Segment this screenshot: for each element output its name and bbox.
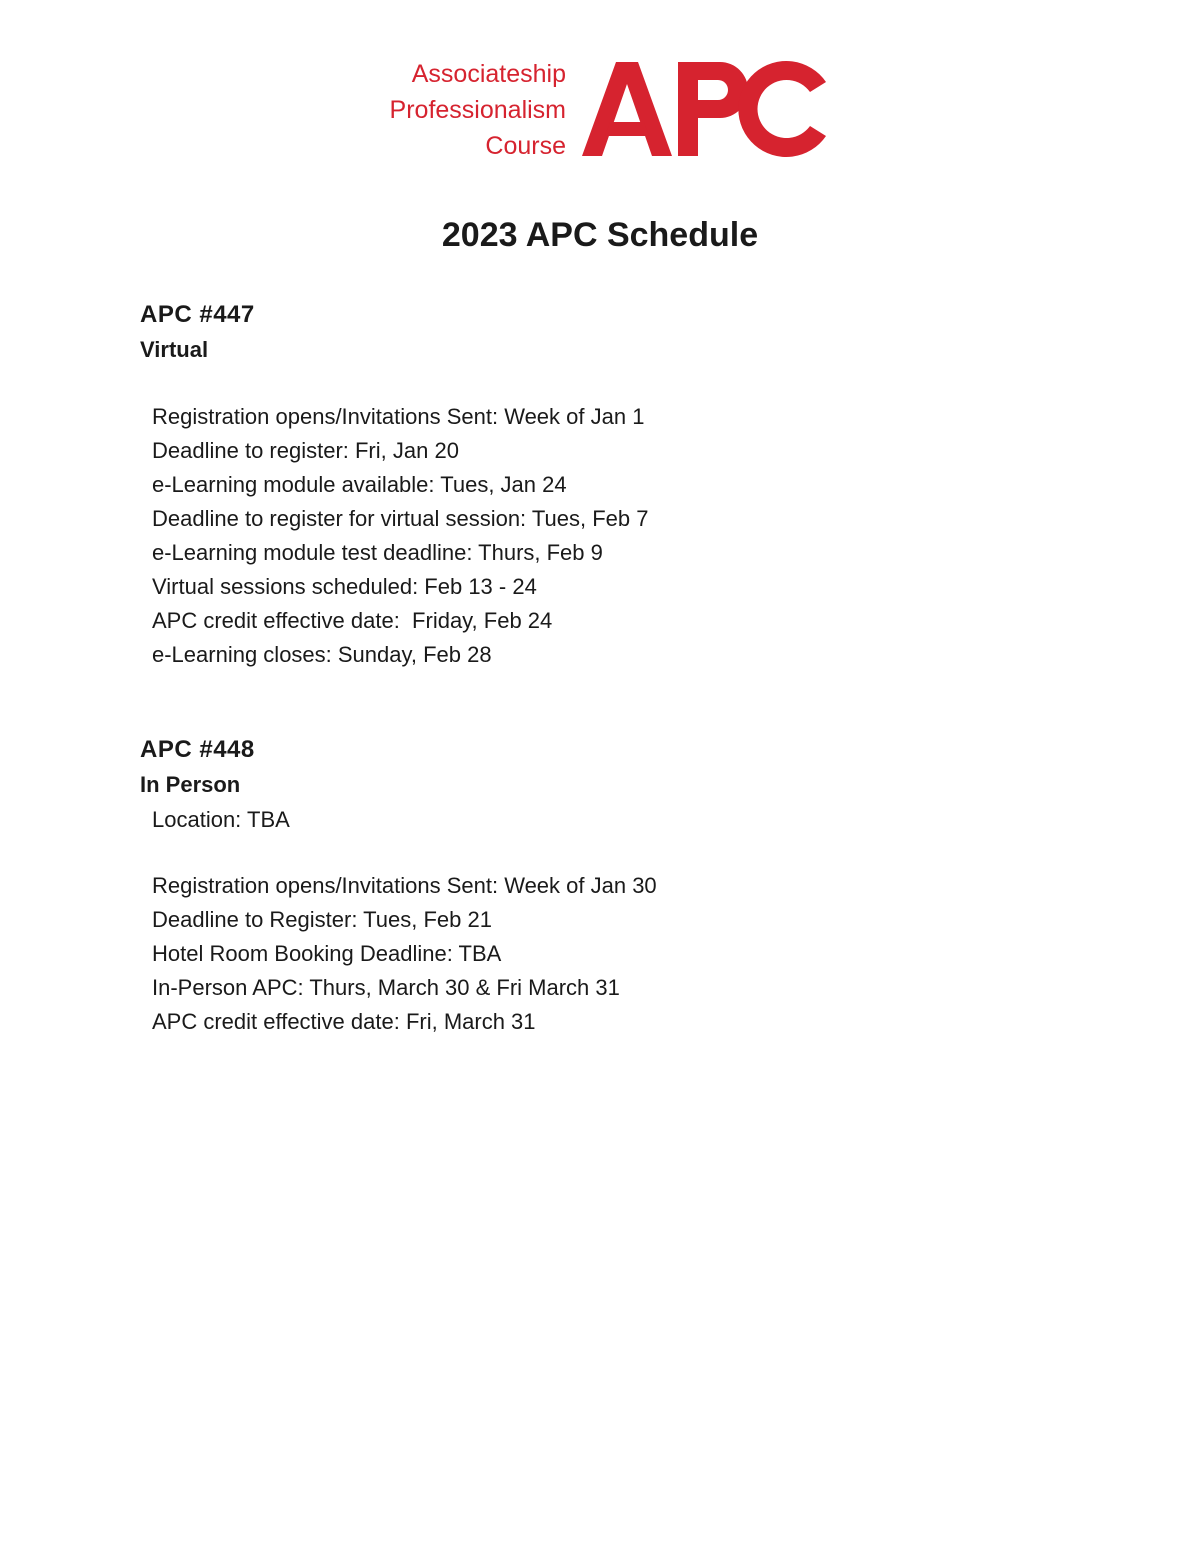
apc-logo (370, 56, 830, 161)
schedule-item: e-Learning closes: Sunday, Feb 28 (152, 642, 492, 667)
page-title: 2023 APC Schedule (441, 216, 759, 254)
schedule-item: APC credit effective date: Friday, Feb 24 (152, 608, 553, 633)
logo-line-1: Associateship (411, 60, 566, 88)
section-location: Location: TBA (152, 807, 290, 832)
schedule-item: APC credit effective date: Fri, March 31 (152, 1009, 536, 1034)
schedule-item: Deadline to Register: Tues, Feb 21 (152, 907, 492, 932)
section-heading: APC #447 (140, 301, 255, 328)
section-format: In Person (140, 772, 241, 797)
section-heading: APC #448 (140, 736, 255, 763)
schedule-item: Registration opens/Invitations Sent: Week of Jan 1 (152, 404, 645, 429)
schedule-item: In-Person APC: Thurs, March 30 & Fri March 31 (152, 975, 620, 1000)
logo-line-3: Course (485, 132, 566, 160)
schedule-item: Deadline to register: Fri, Jan 20 (152, 438, 459, 463)
schedule-item: e-Learning module available: Tues, Jan 24 (152, 472, 567, 497)
schedule-item: e-Learning module test deadline: Thurs, Feb 9 (152, 540, 603, 565)
section-format: Virtual (140, 337, 209, 362)
schedule-item: Hotel Room Booking Deadline: TBA (152, 941, 502, 966)
schedule-item: Registration opens/Invitations Sent: Week of Jan 30 (152, 873, 657, 898)
logo-line-2: Professionalism (389, 96, 566, 124)
logo-wordmark (390, 56, 566, 164)
apc-logo-mark (582, 60, 828, 158)
schedule-item: Deadline to register for virtual session: Tues, Feb 7 (152, 506, 649, 531)
section-apc-448 (140, 733, 1040, 1039)
schedule-item: Virtual sessions scheduled: Feb 13 - 24 (152, 574, 537, 599)
section-apc-447 (140, 298, 1040, 672)
